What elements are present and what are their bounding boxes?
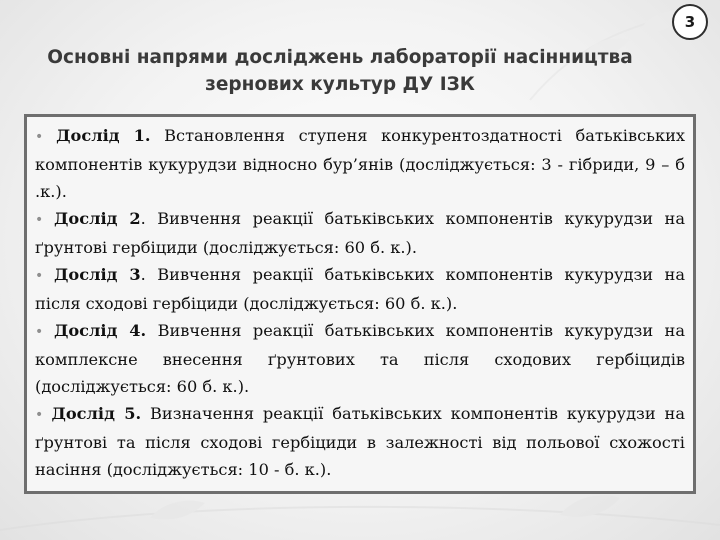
bullet-icon: •: [35, 212, 55, 228]
title-line-2: зернових культур ДУ ІЗК: [205, 74, 475, 95]
experiment-item-5: [35, 400, 685, 483]
experiment-item-2: [35, 205, 685, 261]
slide-number: 3: [684, 13, 696, 31]
experiment-text: . Вивчення реакції батьківських компонентів кукурудзи на ґрунтові гербіциди (досліджується: 60 б. к.).: [35, 209, 685, 257]
experiment-item-4: [35, 317, 685, 400]
bullet-icon: •: [35, 268, 55, 284]
experiment-text: Вивчення реакції батьківських компонентів кукурудзи на комплексне внесення ґрунтових та після сходових гербіцидів (досліджується: 60 б. к.).: [35, 321, 685, 396]
experiment-text: Встановлення ступеня конкурентоздатності батьківських компонентів кукурудзи відносно бур’янів (досліджується: 3 - гібриди, 9 – б .к.).: [35, 126, 685, 201]
experiment-lead: Дослід 5.: [51, 404, 142, 423]
bullet-icon: •: [35, 407, 52, 423]
slide-number-badge: [672, 4, 708, 40]
experiments-content-box: [24, 114, 696, 494]
experiment-text: Визначення реакції батьківських компонентів кукурудзи на ґрунтові та після сходові гербіциди в залежності від польової схожості насіння (досліджується: 10 - б. к.).: [35, 404, 685, 479]
experiment-lead: Дослід 1.: [56, 126, 151, 145]
experiment-lead: Дослід 2: [54, 209, 141, 228]
slide-title: [20, 44, 660, 98]
experiment-lead: Дослід 3: [54, 265, 141, 284]
experiment-item-1: [35, 122, 685, 205]
experiment-text: . Вивчення реакції батьківських компонентів кукурудзи на після сходові гербіциди (досліджується: 60 б. к.).: [35, 265, 685, 313]
title-line-1: Основні напрями досліджень лабораторії насінництва: [47, 47, 633, 68]
bullet-icon: •: [35, 324, 54, 340]
experiment-lead: Дослід 4.: [53, 321, 147, 340]
experiment-item-3: [35, 261, 685, 317]
bullet-icon: •: [35, 129, 57, 145]
